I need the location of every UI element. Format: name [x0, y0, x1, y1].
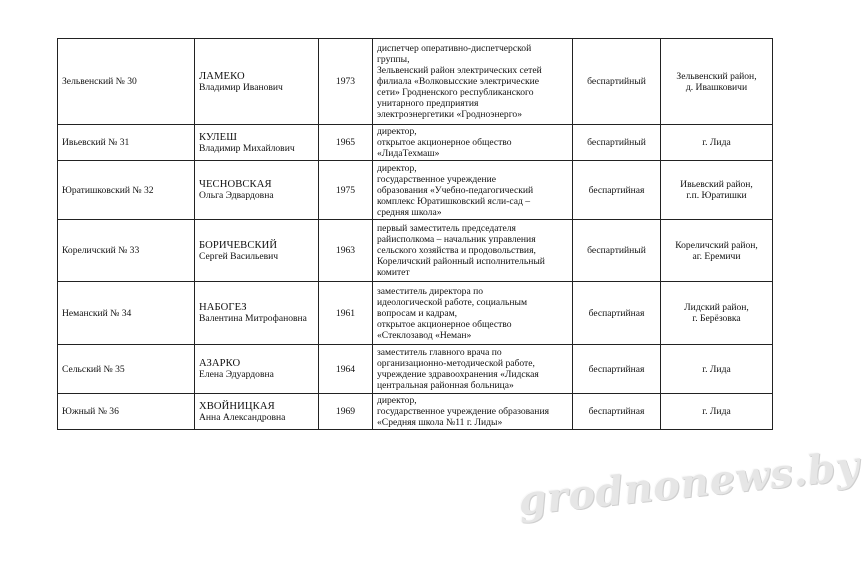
district-cell: Зельвенский № 30 [58, 39, 195, 125]
residence-line: г. Лида [702, 137, 731, 148]
position-line: райисполкома – начальник управления [377, 234, 536, 245]
position-line: центральная районная больница» [377, 380, 514, 391]
position-line: директор, [377, 395, 417, 406]
table-row [58, 220, 773, 282]
birth-year-cell: 1973 [319, 39, 373, 125]
position-line: группы, [377, 54, 410, 65]
district-cell: Кореличский № 33 [58, 220, 195, 282]
table-row [58, 161, 773, 220]
birth-year-cell: 1961 [319, 282, 373, 345]
position-line: государственное учреждение [377, 173, 496, 185]
candidate-surname: КУЛЕШ [199, 131, 238, 143]
candidate-given-name: Елена Эдуардовна [199, 369, 274, 380]
residence-line: г. Берёзовка [692, 313, 741, 324]
position-cell [373, 220, 573, 282]
position-line: образования «Учебно-педагогический [377, 184, 534, 196]
party-cell: беспартийная [573, 394, 661, 430]
residence-line: Зельвенский район, [676, 70, 757, 82]
party-cell: беспартийный [573, 39, 661, 125]
candidate-surname: ЧЕСНОВСКАЯ [199, 179, 272, 190]
position-line: директор, [377, 162, 417, 174]
residence-line: г. Лида [702, 406, 731, 417]
district-cell: Неманский № 34 [58, 282, 195, 345]
table-row [58, 394, 773, 430]
position-cell [373, 39, 573, 125]
residence-cell [661, 282, 773, 345]
residence-line: Кореличский район, [675, 239, 758, 251]
position-line: средняя школа» [377, 206, 442, 218]
site-watermark: grodnonews.by [516, 442, 862, 525]
residence-cell [661, 39, 773, 125]
position-line: открытое акционерное общество [377, 137, 512, 148]
position-line: учреждение здравоохранения «Лидская [377, 369, 539, 380]
position-line: открытое акционерное общество [377, 318, 512, 330]
candidate-given-name: Анна Александровна [199, 411, 286, 423]
candidate-surname: ХВОЙНИЦКАЯ [199, 400, 275, 412]
table-row [58, 345, 773, 394]
district-cell: Юратишковский № 32 [58, 161, 195, 220]
position-line: диспетчер оперативно-диспетчерской [377, 43, 532, 54]
birth-year-cell: 1963 [319, 220, 373, 282]
candidate-given-name: Владимир Иванович [199, 81, 283, 93]
position-line: «Стеклозавод «Неман» [377, 329, 472, 341]
residence-cell [661, 394, 773, 430]
birth-year-cell: 1965 [319, 125, 373, 161]
position-cell [373, 345, 573, 394]
candidate-given-name: Ольга Эдвардовна [199, 190, 274, 201]
position-line: унитарного предприятия [377, 98, 479, 109]
candidate-name-cell [195, 125, 319, 161]
position-line: сети» Гродненского республиканского [377, 87, 534, 98]
candidate-name-cell [195, 394, 319, 430]
residence-line: г.п. Юратишки [686, 190, 747, 201]
party-cell: беспартийная [573, 282, 661, 345]
residence-cell [661, 125, 773, 161]
party-cell: беспартийная [573, 161, 661, 220]
position-line: Зельвенский район электрических сетей [377, 65, 542, 76]
candidate-name-cell [195, 39, 319, 125]
candidate-name-cell [195, 220, 319, 282]
position-line: Кореличский районный исполнительный [377, 256, 545, 267]
position-line: идеологической работе, социальным [377, 296, 528, 308]
party-cell: беспартийный [573, 125, 661, 161]
candidate-name-cell [195, 345, 319, 394]
position-line: директор, [377, 126, 417, 137]
birth-year-cell: 1969 [319, 394, 373, 430]
position-cell [373, 282, 573, 345]
candidates-table [57, 38, 773, 430]
candidate-name-cell [195, 161, 319, 220]
position-cell [373, 125, 573, 161]
position-cell [373, 161, 573, 220]
position-line: филиала «Волковысские электрические [377, 76, 540, 87]
position-line: электроэнергетики «Гродноэнерго» [377, 109, 523, 120]
candidate-surname: НАБОГЕЗ [199, 302, 247, 313]
residence-line: аг. Еремичи [692, 250, 741, 262]
residence-cell [661, 345, 773, 394]
residence-cell [661, 220, 773, 282]
position-line: вопросам и кадрам, [377, 307, 458, 319]
residence-line: д. Ивашковичи [685, 81, 748, 93]
residence-line: Ивьевский район, [680, 179, 753, 190]
position-line: организационно-методической работе, [377, 358, 535, 369]
candidate-given-name: Валентина Митрофановна [199, 313, 307, 324]
residence-line: г. Лида [702, 363, 731, 375]
candidate-surname: БОРИЧЕВСКИЙ [199, 239, 278, 251]
candidate-surname: ЛАМЕКО [199, 70, 245, 82]
table-row [58, 125, 773, 161]
position-line: «Средняя школа №11 г. Лиды» [377, 417, 503, 428]
candidate-surname: АЗАРКО [199, 358, 241, 369]
candidate-given-name: Сергей Васильевич [199, 250, 279, 262]
position-line: комитет [377, 267, 410, 278]
residence-cell [661, 161, 773, 220]
district-cell: Ивьевский № 31 [58, 125, 195, 161]
party-cell: беспартийная [573, 345, 661, 394]
candidate-name-cell [195, 282, 319, 345]
position-line: заместитель директора по [377, 285, 484, 297]
position-line: комплекс Юратишковский ясли-сад – [377, 195, 531, 207]
party-cell: беспартийный [573, 220, 661, 282]
residence-line: Лидский район, [684, 302, 749, 313]
position-line: первый заместитель председателя [377, 223, 516, 234]
candidate-given-name: Владимир Михайлович [199, 142, 295, 154]
table-row [58, 282, 773, 345]
position-cell [373, 394, 573, 430]
position-line: «ЛидаТехмаш» [377, 148, 440, 159]
district-cell: Южный № 36 [58, 394, 195, 430]
position-line: государственное учреждение образования [377, 406, 549, 417]
table-row [58, 39, 773, 125]
district-cell: Сельский № 35 [58, 345, 195, 394]
position-line: сельского хозяйства и продовольствия, [377, 245, 536, 256]
birth-year-cell: 1975 [319, 161, 373, 220]
position-line: заместитель главного врача по [377, 347, 502, 358]
birth-year-cell: 1964 [319, 345, 373, 394]
